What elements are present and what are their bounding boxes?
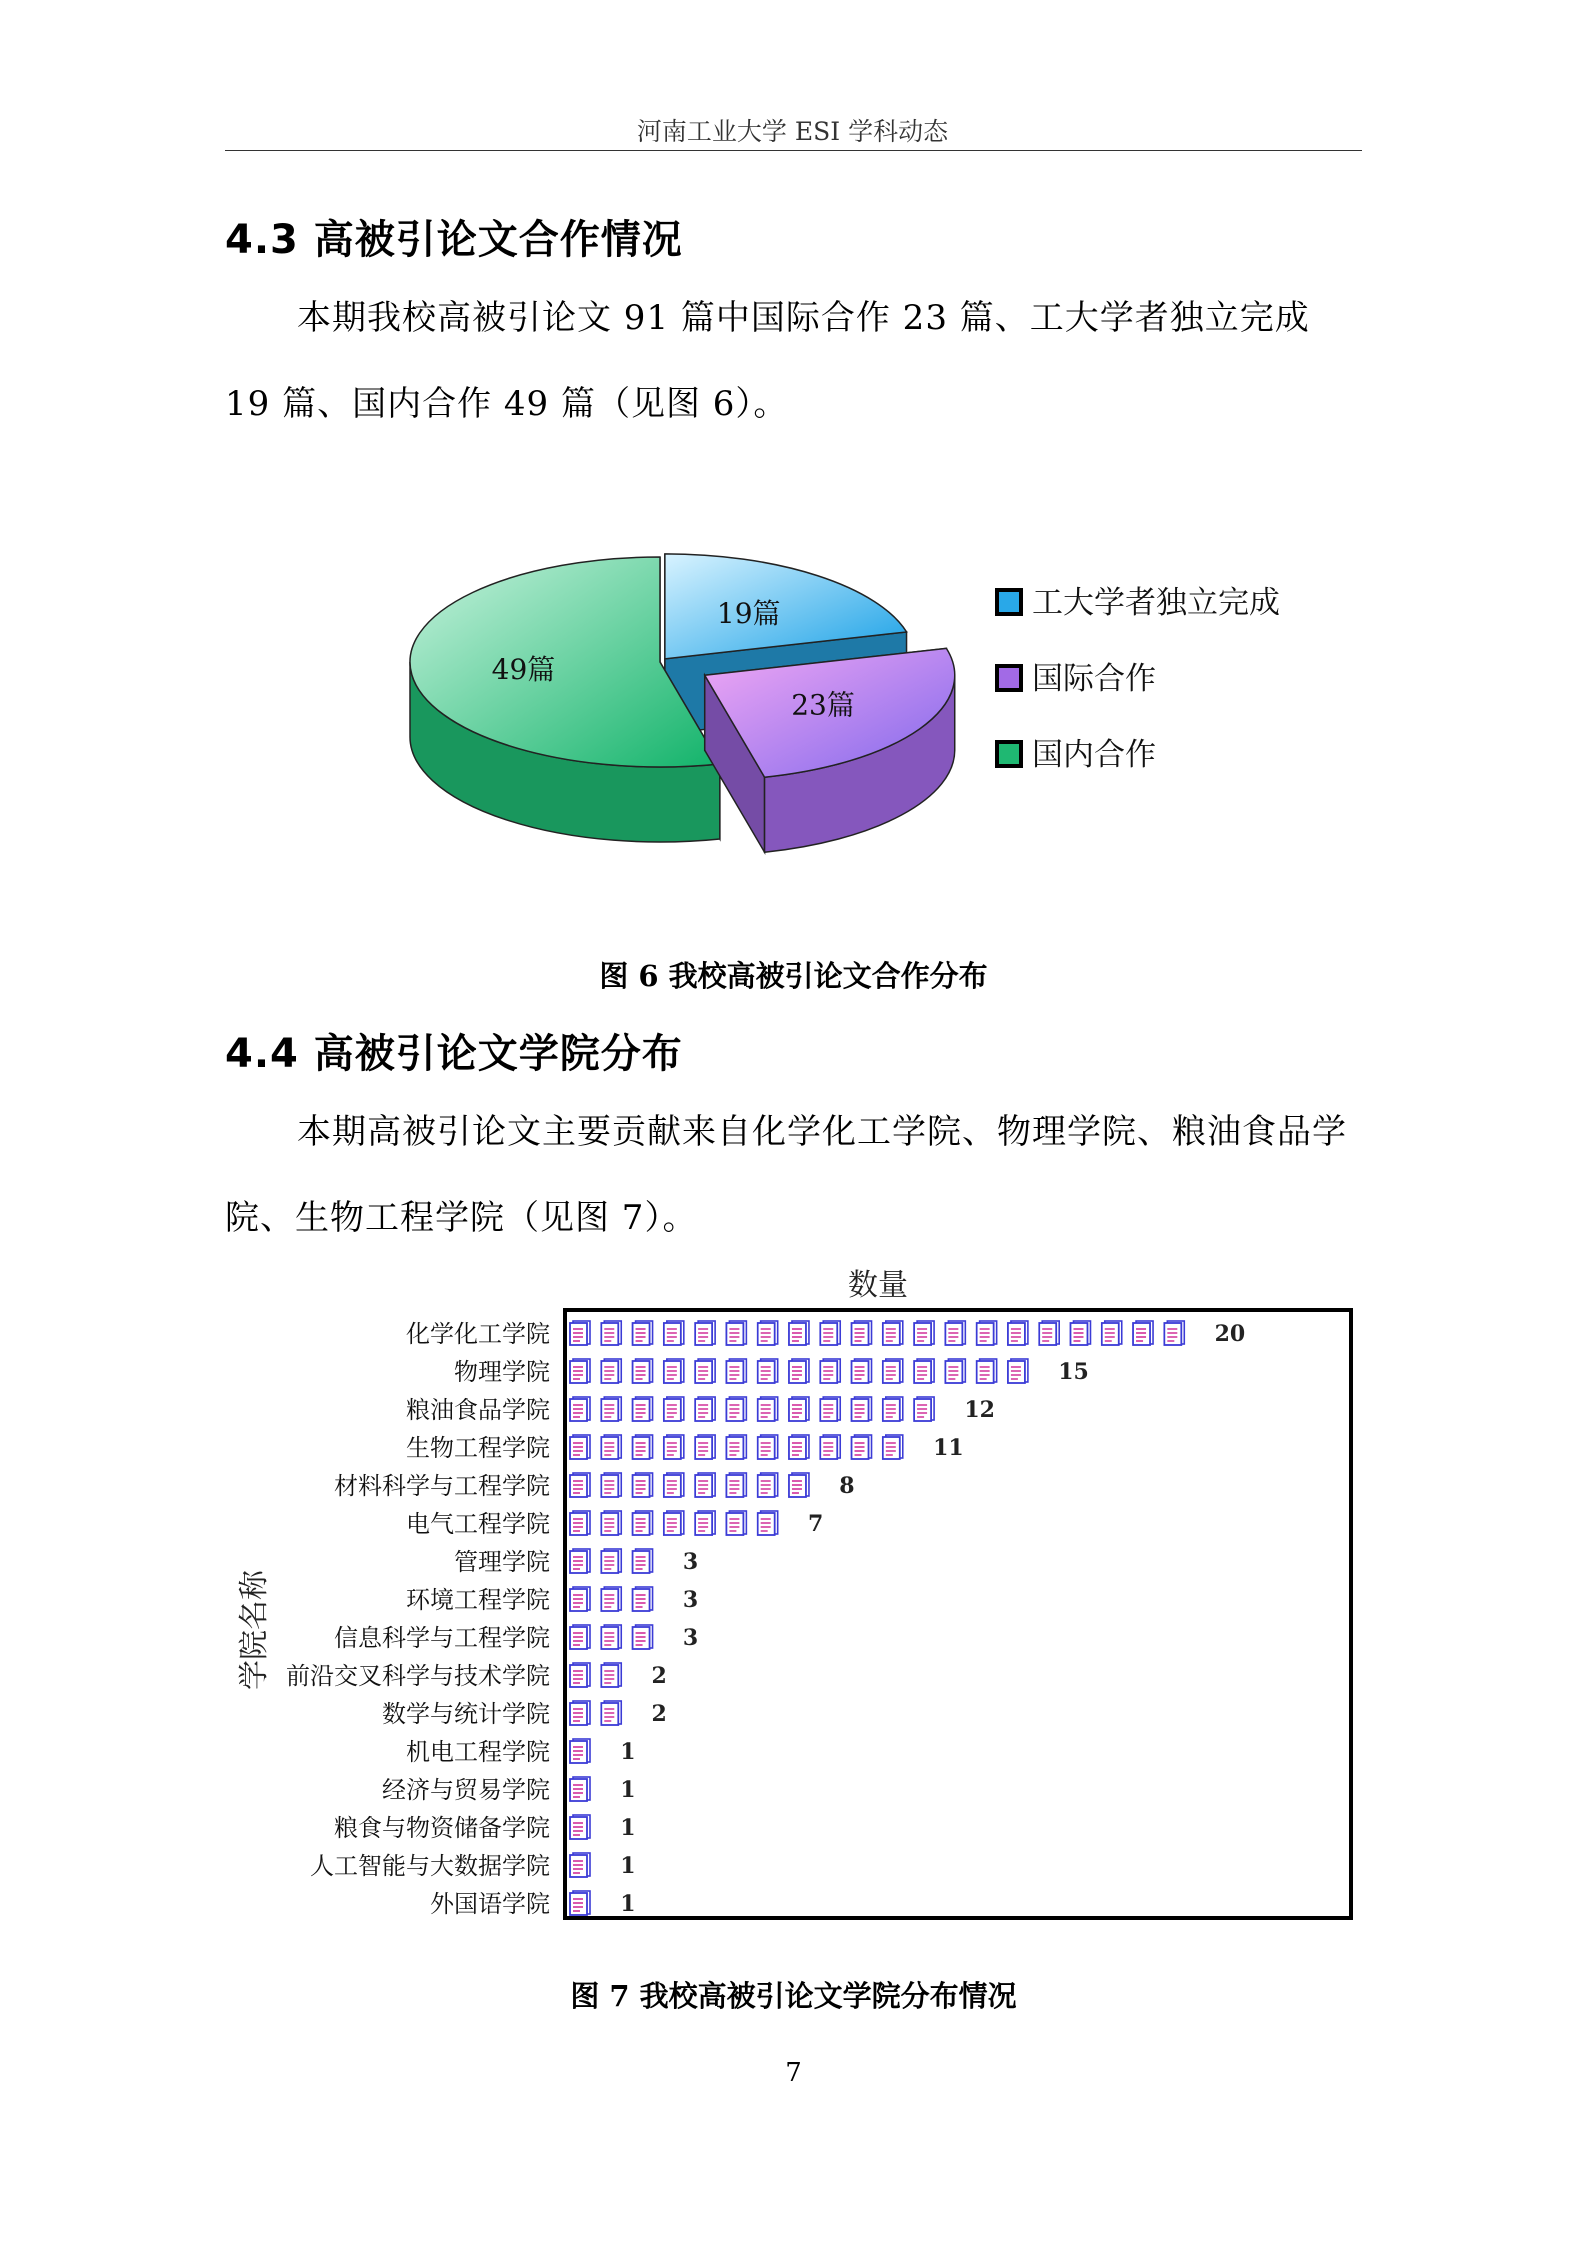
bar-mark (570, 1891, 590, 1915)
bar-mark (570, 1815, 590, 1839)
bar-chart-title: 数量 (848, 1268, 908, 1303)
bar-mark (570, 1853, 590, 1877)
bar-value-label: 1 (620, 1739, 636, 1765)
section-4-3-title: 4.3 高被引论文合作情况 (225, 217, 683, 263)
bar-mark (570, 1435, 903, 1459)
bar-category-label: 数学与统计学院 (382, 1700, 550, 1728)
running-head: 河南工业大学 ESI 学科动态 (636, 117, 949, 146)
bar-mark (570, 1777, 590, 1801)
bar-value-label: 2 (651, 1701, 667, 1727)
bar-value-label: 15 (1058, 1359, 1089, 1385)
bar-value-label: 8 (839, 1473, 855, 1499)
legend-swatch-2 (997, 666, 1021, 690)
bar-value-label: 2 (651, 1663, 667, 1689)
bar-category-label: 人工智能与大数据学院 (310, 1852, 550, 1880)
bar-category-label: 粮食与物资储备学院 (334, 1814, 550, 1842)
bar-category-label: 机电工程学院 (406, 1738, 550, 1766)
bar-mark (570, 1359, 1028, 1383)
bar-category-label: 物理学院 (454, 1358, 550, 1386)
section-4-3-paragraph: 本期我校高被引论文 91 篇中国际合作 23 篇、工大学者独立完成 19 篇、国内合作 49 篇（见图 6）。 (225, 298, 1310, 424)
section-4-4-title: 4.4 高被引论文学院分布 (225, 1031, 683, 1077)
bar-category-label: 管理学院 (454, 1548, 550, 1576)
page-number: 7 (785, 2058, 802, 2088)
bar-category-label: 前沿交叉科学与技术学院 (286, 1662, 550, 1690)
bar-value-label: 1 (620, 1815, 636, 1841)
bar-mark (570, 1587, 653, 1611)
bar-category-label: 外国语学院 (430, 1890, 550, 1918)
bar-value-label: 3 (682, 1587, 699, 1613)
pie-slice-label-3: 49篇 (491, 652, 556, 686)
bar-value-label: 20 (1214, 1321, 1246, 1347)
bar-category-label: 化学化工学院 (406, 1320, 550, 1348)
bar-value-label: 7 (807, 1511, 824, 1537)
bar-value-label: 12 (964, 1397, 995, 1423)
bar-value-label: 1 (620, 1853, 636, 1879)
bar-chart-y-axis-label: 学院名称 (237, 1570, 272, 1690)
legend-swatch-1 (997, 590, 1021, 614)
figure-7-caption: 图 7 我校高被引论文学院分布情况 (570, 1979, 1017, 2013)
bar-mark (570, 1549, 653, 1573)
collaboration-pie-chart (0, 0, 1586, 960)
bar-category-label: 环境工程学院 (406, 1586, 550, 1614)
legend-label-2: 国际合作 (1032, 661, 1156, 697)
bar-value-label: 11 (933, 1435, 964, 1461)
bar-category-label: 粮油食品学院 (406, 1396, 550, 1424)
bar-category-label: 经济与贸易学院 (382, 1776, 550, 1804)
bar-category-label: 信息科学与工程学院 (334, 1624, 550, 1652)
legend-label-3: 国内合作 (1032, 737, 1156, 773)
bar-mark (570, 1625, 653, 1649)
legend-label-1: 工大学者独立完成 (1032, 585, 1280, 621)
bar-mark (570, 1511, 778, 1535)
college-bar-chart (0, 1250, 1586, 1930)
bar-value-label: 1 (620, 1891, 636, 1917)
pie-slice-label-2: 23篇 (791, 688, 855, 722)
bar-category-label: 生物工程学院 (406, 1434, 550, 1462)
legend-swatch-3 (997, 742, 1021, 766)
figure-6-caption: 图 6 我校高被引论文合作分布 (599, 959, 988, 993)
pie-slice-label-1: 19篇 (716, 597, 781, 631)
bar-category-label: 电气工程学院 (406, 1510, 550, 1538)
bar-value-label: 1 (620, 1777, 636, 1803)
bar-category-label: 材料科学与工程学院 (334, 1472, 550, 1500)
bar-value-label: 3 (682, 1549, 699, 1575)
section-4-4-paragraph: 本期高被引论文主要贡献来自化学化工学院、物理学院、粮油食品学院、生物工程学院（见图 7）。 (225, 1112, 1347, 1238)
pie-slice-2 (705, 648, 955, 852)
bar-mark (570, 1739, 590, 1763)
bar-value-label: 3 (682, 1625, 699, 1651)
